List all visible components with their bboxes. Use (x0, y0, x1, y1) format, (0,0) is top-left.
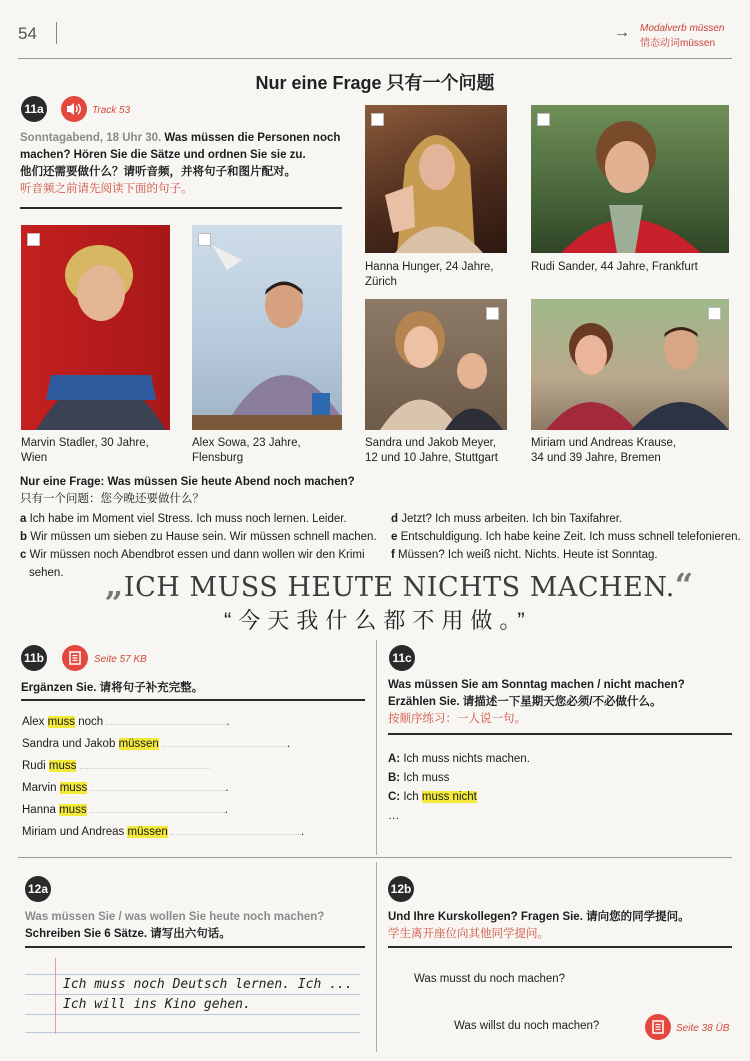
caption-line: 12 und 10 Jahre, Stuttgart (365, 452, 498, 464)
speech-question-1: Was musst du noch machen? (414, 973, 566, 985)
column-divider (376, 640, 377, 855)
quote-close: “ (674, 566, 694, 604)
person-illustration (531, 105, 729, 253)
caption-alex (192, 436, 301, 466)
topic-label (640, 21, 724, 51)
fill-row: Alex muss noch . (22, 716, 230, 728)
blank-field[interactable] (171, 834, 301, 835)
list-item: d Jetzt? Ich muss arbeiten. Ich bin Taxifahrer. (391, 513, 623, 525)
ex11a-instructions (20, 130, 350, 198)
caption-marvin (21, 436, 149, 466)
dialog-line: B: Ich muss (388, 772, 450, 784)
notebook-lines[interactable] (25, 958, 360, 1034)
ex11a-question (20, 474, 355, 508)
book-icon (68, 651, 82, 665)
list-item: c Wir müssen noch Abendbrot essen und dann wollen wir den Krimi (20, 549, 365, 561)
checkbox-rudi[interactable] (537, 113, 550, 126)
page-number-divider (56, 22, 57, 44)
caption-line: Zürich (365, 276, 397, 288)
person-illustration (21, 225, 170, 430)
quote-de (105, 566, 694, 604)
blank-field[interactable] (80, 768, 210, 769)
photo-rudi (531, 105, 729, 253)
blank-field[interactable] (106, 724, 226, 725)
caption-line: 34 und 39 Jahre, Bremen (531, 452, 661, 464)
fill-row: Hanna muss . (22, 804, 228, 816)
checkbox-alex[interactable] (198, 233, 211, 246)
topic-cn: 情态动词müssen (640, 38, 716, 49)
dialog-line: C: Ich muss nicht (388, 791, 477, 803)
caption-line: Alex Sowa, 23 Jahre, (192, 437, 301, 449)
ex11a-task-cn: 他们还需要做什么？请听音频，并将句子和图片配对。 (20, 166, 296, 178)
fill-row: Rudi muss (22, 755, 362, 777)
checkbox-sandra-jakob[interactable] (486, 307, 499, 320)
person-illustration (365, 105, 507, 253)
person-illustration (192, 225, 342, 430)
header-divider (18, 58, 732, 59)
quote-text: ICH MUSS HEUTE NICHTS MACHEN. (123, 572, 675, 603)
dialog-list (388, 750, 733, 826)
ex11c-divider (388, 733, 732, 735)
caption-miriam-andreas (531, 436, 676, 466)
person-illustration (531, 299, 729, 430)
ex11a-task: Was müssen die Personen noch machen? Hören Sie die Sätze und ordnen Sie sie zu. (20, 132, 341, 161)
exercise-badge-11c: 11c (389, 645, 415, 671)
caption-line: Flensburg (192, 452, 244, 464)
topic-de: Modalverb müssen (640, 23, 725, 34)
caption-line: Miriam und Andreas Krause, (531, 437, 677, 449)
question-de: Nur eine Frage: Was müssen Sie heute Abend noch machen? (20, 476, 355, 488)
photo-marvin (21, 225, 170, 430)
section-divider (18, 857, 732, 858)
quote-cn: “今天我什么都不用做。” (224, 608, 532, 633)
list-item: b Wir müssen um sieben zu Hause sein. Wir müssen schnell machen. (20, 531, 377, 543)
checkbox-hanna[interactable] (371, 113, 384, 126)
fill-row: Sandra und Jakob müssen . (22, 738, 291, 750)
column-divider (376, 862, 377, 1052)
page-title: Nur eine Frage 只有一个问题 (255, 73, 495, 93)
book-ref-button[interactable] (645, 1014, 671, 1040)
caption-line: Rudi Sander, 44 Jahre, Frankfurt (531, 261, 698, 273)
list-item: a Ich habe im Moment viel Stress. Ich muss noch lernen. Leider. (20, 513, 347, 525)
caption-sandra-jakob (365, 436, 498, 466)
answers-right (391, 510, 749, 564)
ex12a-divider (25, 946, 365, 948)
ex11a-hint-cn: 听音频之前请先阅读下面的句子。 (20, 183, 193, 195)
speech-question-2: Was willst du noch machen? (454, 1020, 600, 1032)
arrow-icon: → (614, 24, 630, 41)
ex11a-divider (20, 207, 342, 209)
exercise-badge-12a: 12a (25, 876, 51, 902)
ex12a-instructions: Was müssen Sie / was wollen Sie heute noch machen? Schreiben Sie 6 Sätze. 请写出六句话。 (25, 911, 325, 940)
list-item: sehen. (29, 567, 64, 579)
blank-field[interactable] (162, 746, 287, 747)
audio-button[interactable] (61, 96, 87, 122)
checkbox-marvin[interactable] (27, 233, 40, 246)
ex11b-instructions: Ergänzen Sie. 请将句子补充完整。 (21, 682, 204, 694)
caption-line: Marvin Stadler, 30 Jahre, (21, 437, 149, 449)
fill-row: Marvin muss . (22, 782, 229, 794)
ex11b-divider (21, 699, 365, 701)
quote-open: „ (105, 566, 124, 604)
checkbox-miriam-andreas[interactable] (708, 307, 721, 320)
ref-label: Seite 38 ÜB (676, 1023, 730, 1034)
fill-row: Miriam und Andreas müssen . (22, 826, 305, 838)
ex11c-instructions: Was müssen Sie am Sonntag machen / nicht machen? Erzählen Sie. 请描述一下星期天您必须/不必做什么。 按顺序练习：一人说一句。 (388, 679, 685, 725)
question-cn: 只有一个问题：您今晚还要做什么？ (20, 493, 204, 505)
book-icon (651, 1020, 665, 1034)
caption-line: Wien (21, 452, 48, 464)
page-number: 54 (18, 24, 37, 43)
photo-alex (192, 225, 342, 430)
exercise-badge-11a: 11a (21, 96, 47, 122)
blank-field[interactable] (90, 812, 225, 813)
caption-line: Hanna Hunger, 24 Jahre, (365, 261, 494, 273)
track-label: Track 53 (92, 105, 131, 116)
blank-field[interactable] (90, 790, 225, 791)
caption-rudi (531, 260, 698, 275)
exercise-badge-11b: 11b (21, 645, 47, 671)
handwriting-line-1: Ich muss noch Deutsch lernen. Ich ... (63, 977, 353, 992)
photo-sandra-jakob (365, 299, 507, 430)
fill-in-list (22, 711, 362, 843)
handwriting-line-2: Ich will ins Kino gehen. (63, 997, 251, 1012)
speaker-icon (66, 102, 82, 116)
ref-label: Seite 57 KB (94, 654, 147, 665)
book-ref-button[interactable] (62, 645, 88, 671)
dialog-line: A: Ich muss nichts machen. (388, 753, 530, 765)
photo-hanna (365, 105, 507, 253)
list-item: e Entschuldigung. Ich habe keine Zeit. Ich muss schnell telefonieren. (391, 531, 741, 543)
ex11a-time: Sonntagabend, 18 Uhr 30. (20, 132, 162, 144)
list-item: f Müssen? Ich weiß nicht. Nichts. Heute ist Sonntag. (391, 549, 658, 561)
photo-miriam-andreas (531, 299, 729, 430)
dialog-line: … (388, 810, 400, 822)
ex12b-divider (388, 946, 732, 948)
exercise-badge-12b: 12b (388, 876, 414, 902)
ex12b-instructions: Und Ihre Kurskollegen? Fragen Sie. 请向您的同学提问。 学生离开座位向其他同学提问。 (388, 911, 690, 940)
caption-line: Sandra und Jakob Meyer, (365, 437, 497, 449)
caption-hanna (365, 260, 494, 290)
